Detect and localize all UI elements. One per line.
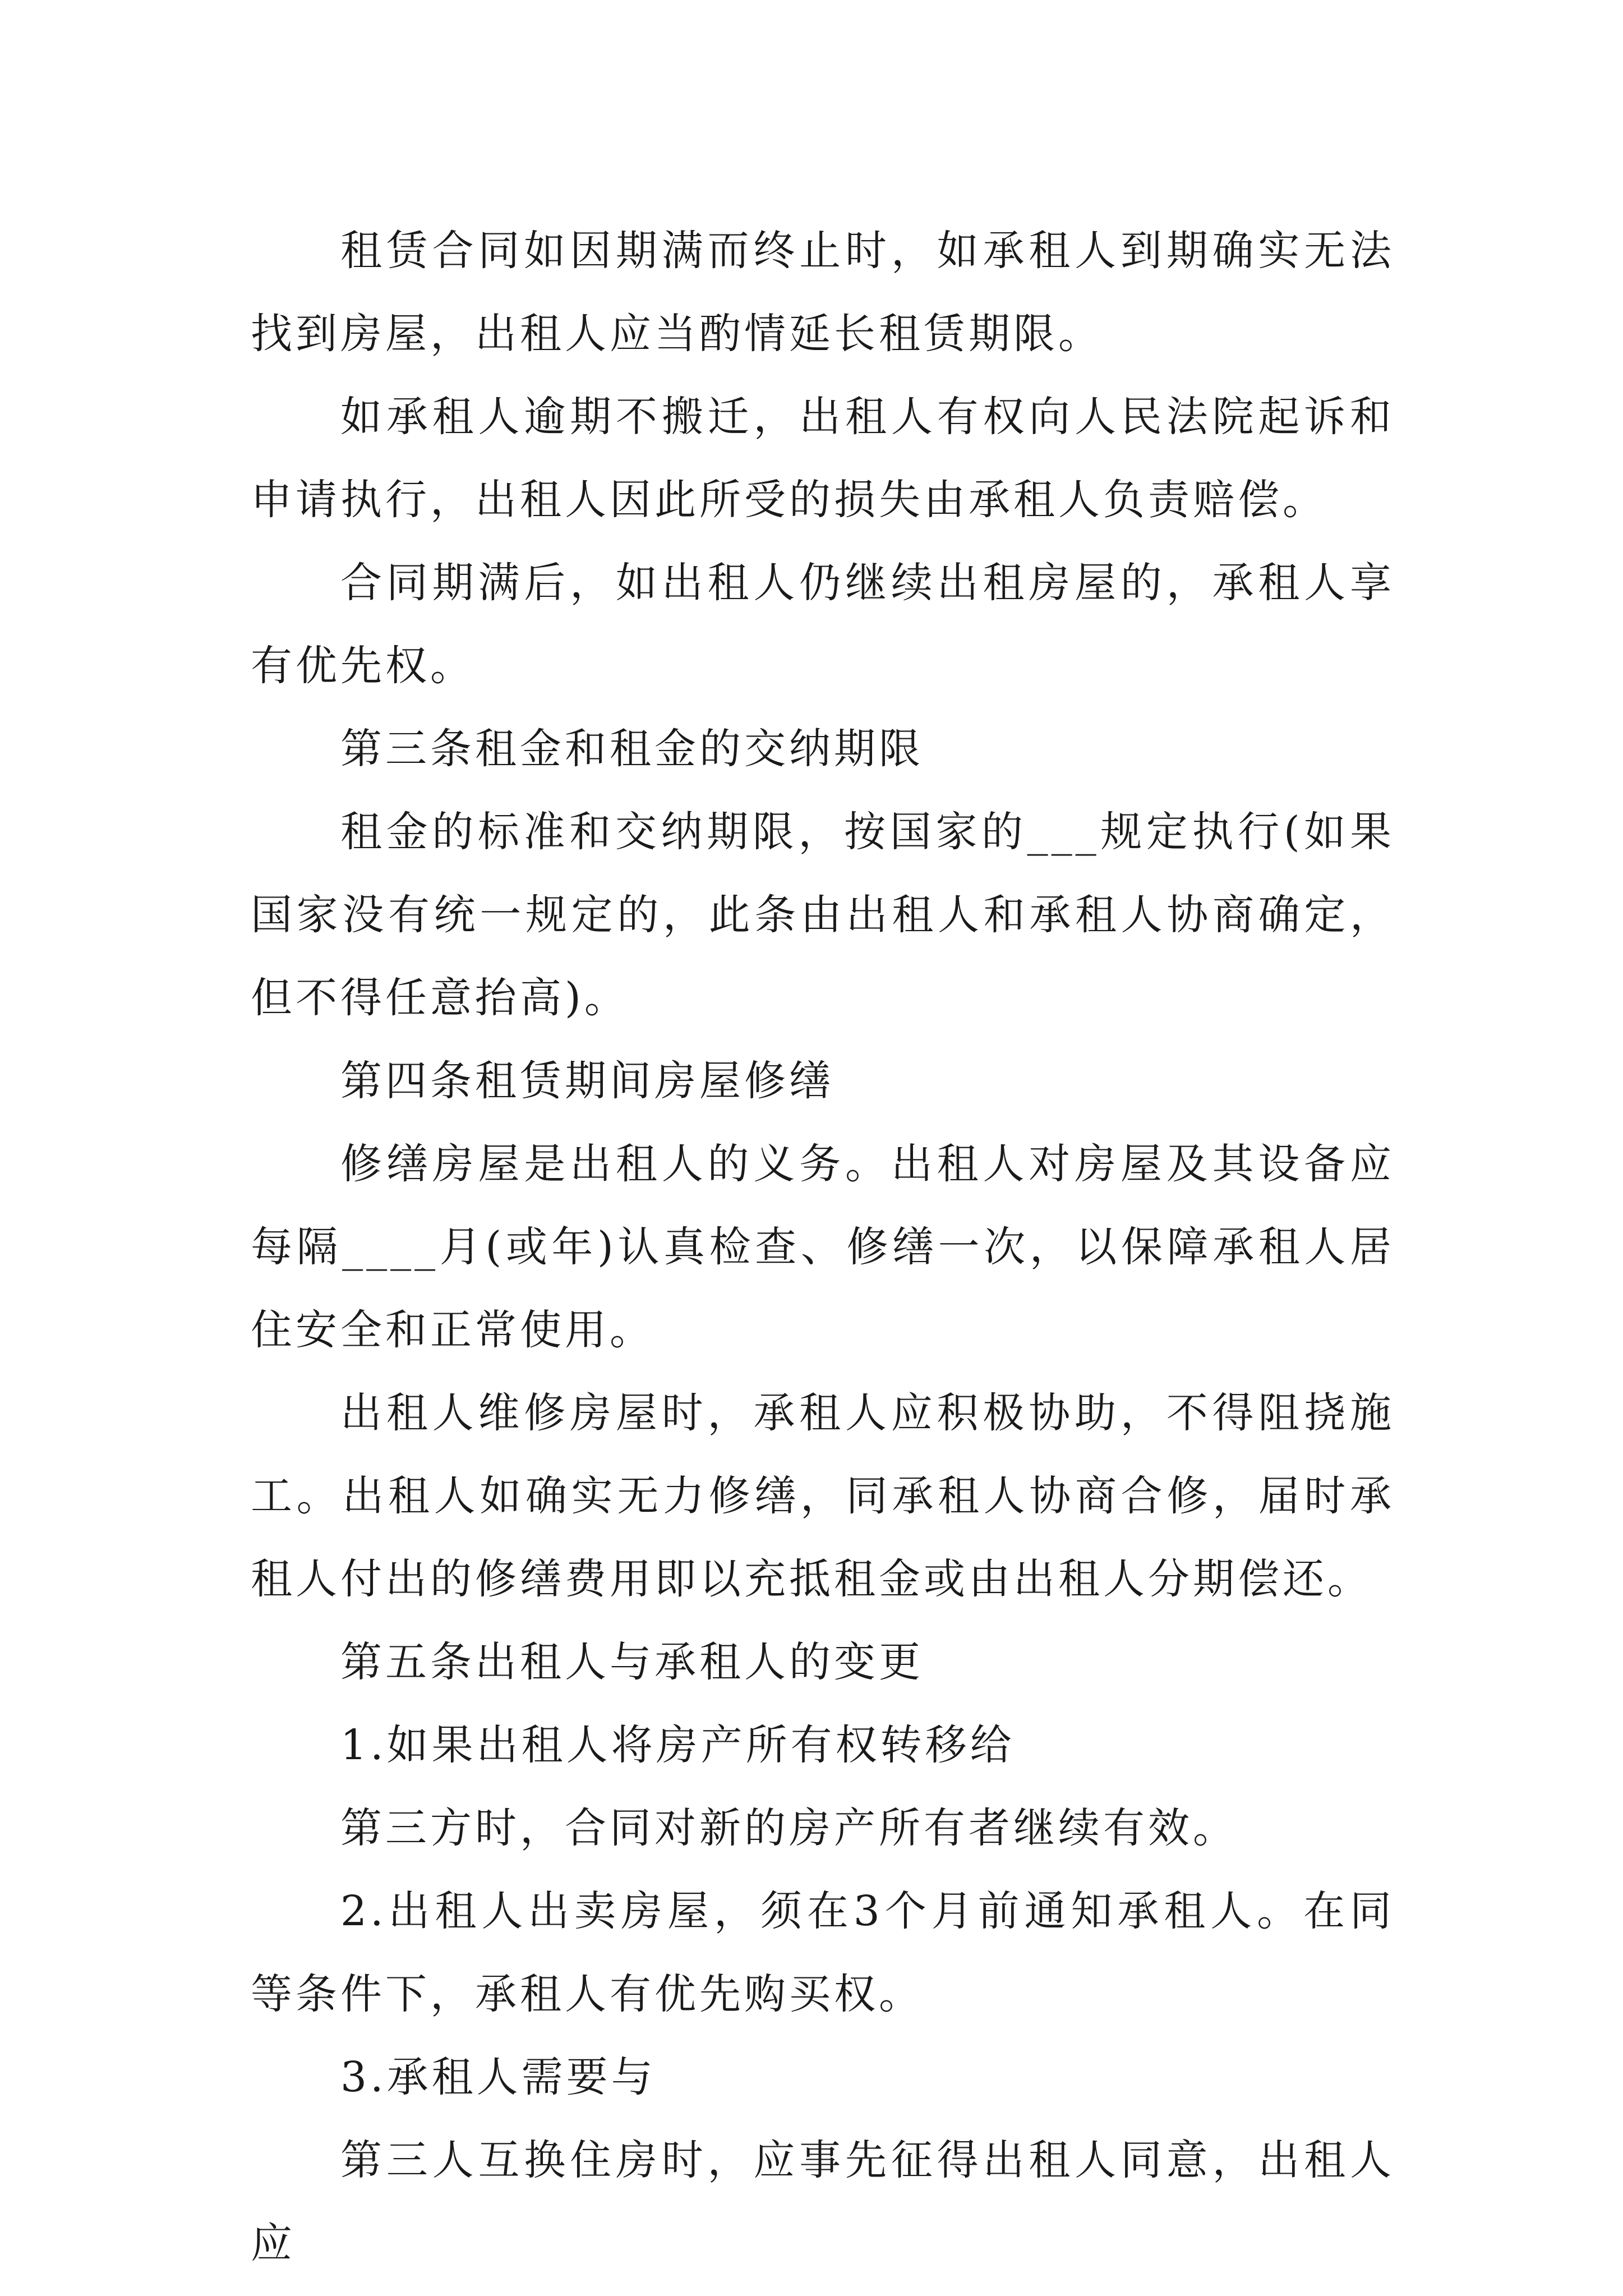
clause-1-part-a: 1.如果出租人将房产所有权转移给 (340, 1721, 1015, 1769)
article-4-heading: 第四条租赁期间房屋修缮 (340, 1057, 834, 1105)
document-body (251, 209, 1395, 2285)
article-5-heading: 第五条出租人与承租人的变更 (340, 1638, 924, 1686)
paragraph-repair-duty: 修缮房屋是出租人的义务。出租人对房屋及其设备应每隔____月(或年)认真检查、修缮一次，以保障承租人居住安全和正常使用。 (251, 1140, 1395, 1354)
paragraph-rent-standard: 租金的标准和交纳期限，按国家的___规定执行(如果国家没有统一规定的，此条由出租人和承租人协商确定，但不得任意抬高)。 (251, 808, 1395, 1022)
paragraph-priority-right: 合同期满后，如出租人仍继续出租房屋的，承租人享有优先权。 (251, 559, 1395, 690)
clause-3-part-b: 第三人互换住房时，应事先征得出租人同意，出租人应 (251, 2136, 1395, 2267)
paragraph-lease-expiry: 租赁合同如因期满而终止时，如承租人到期确实无法找到房屋，出租人应当酌情延长租赁期限。 (251, 227, 1395, 358)
article-3-heading: 第三条租金和租金的交纳期限 (340, 725, 924, 773)
paragraph-overdue-relocation: 如承租人逾期不搬迁，出租人有权向人民法院起诉和申请执行，出租人因此所受的损失由承租人负责赔偿。 (251, 393, 1395, 524)
paragraph-repair-cooperation: 出租人维修房屋时，承租人应积极协助，不得阻挠施工。出租人如确实无力修缮，同承租人协商合修，届时承租人付出的修缮费用即以充抵租金或由出租人分期偿还。 (251, 1389, 1395, 1603)
clause-2: 2.出租人出卖房屋，须在3个月前通知承租人。在同等条件下，承租人有优先购买权。 (251, 1887, 1395, 2018)
clause-1-part-b: 第三方时，合同对新的房产所有者继续有效。 (340, 1804, 1238, 1852)
clause-3-part-a: 3.承租人需要与 (340, 2053, 656, 2101)
